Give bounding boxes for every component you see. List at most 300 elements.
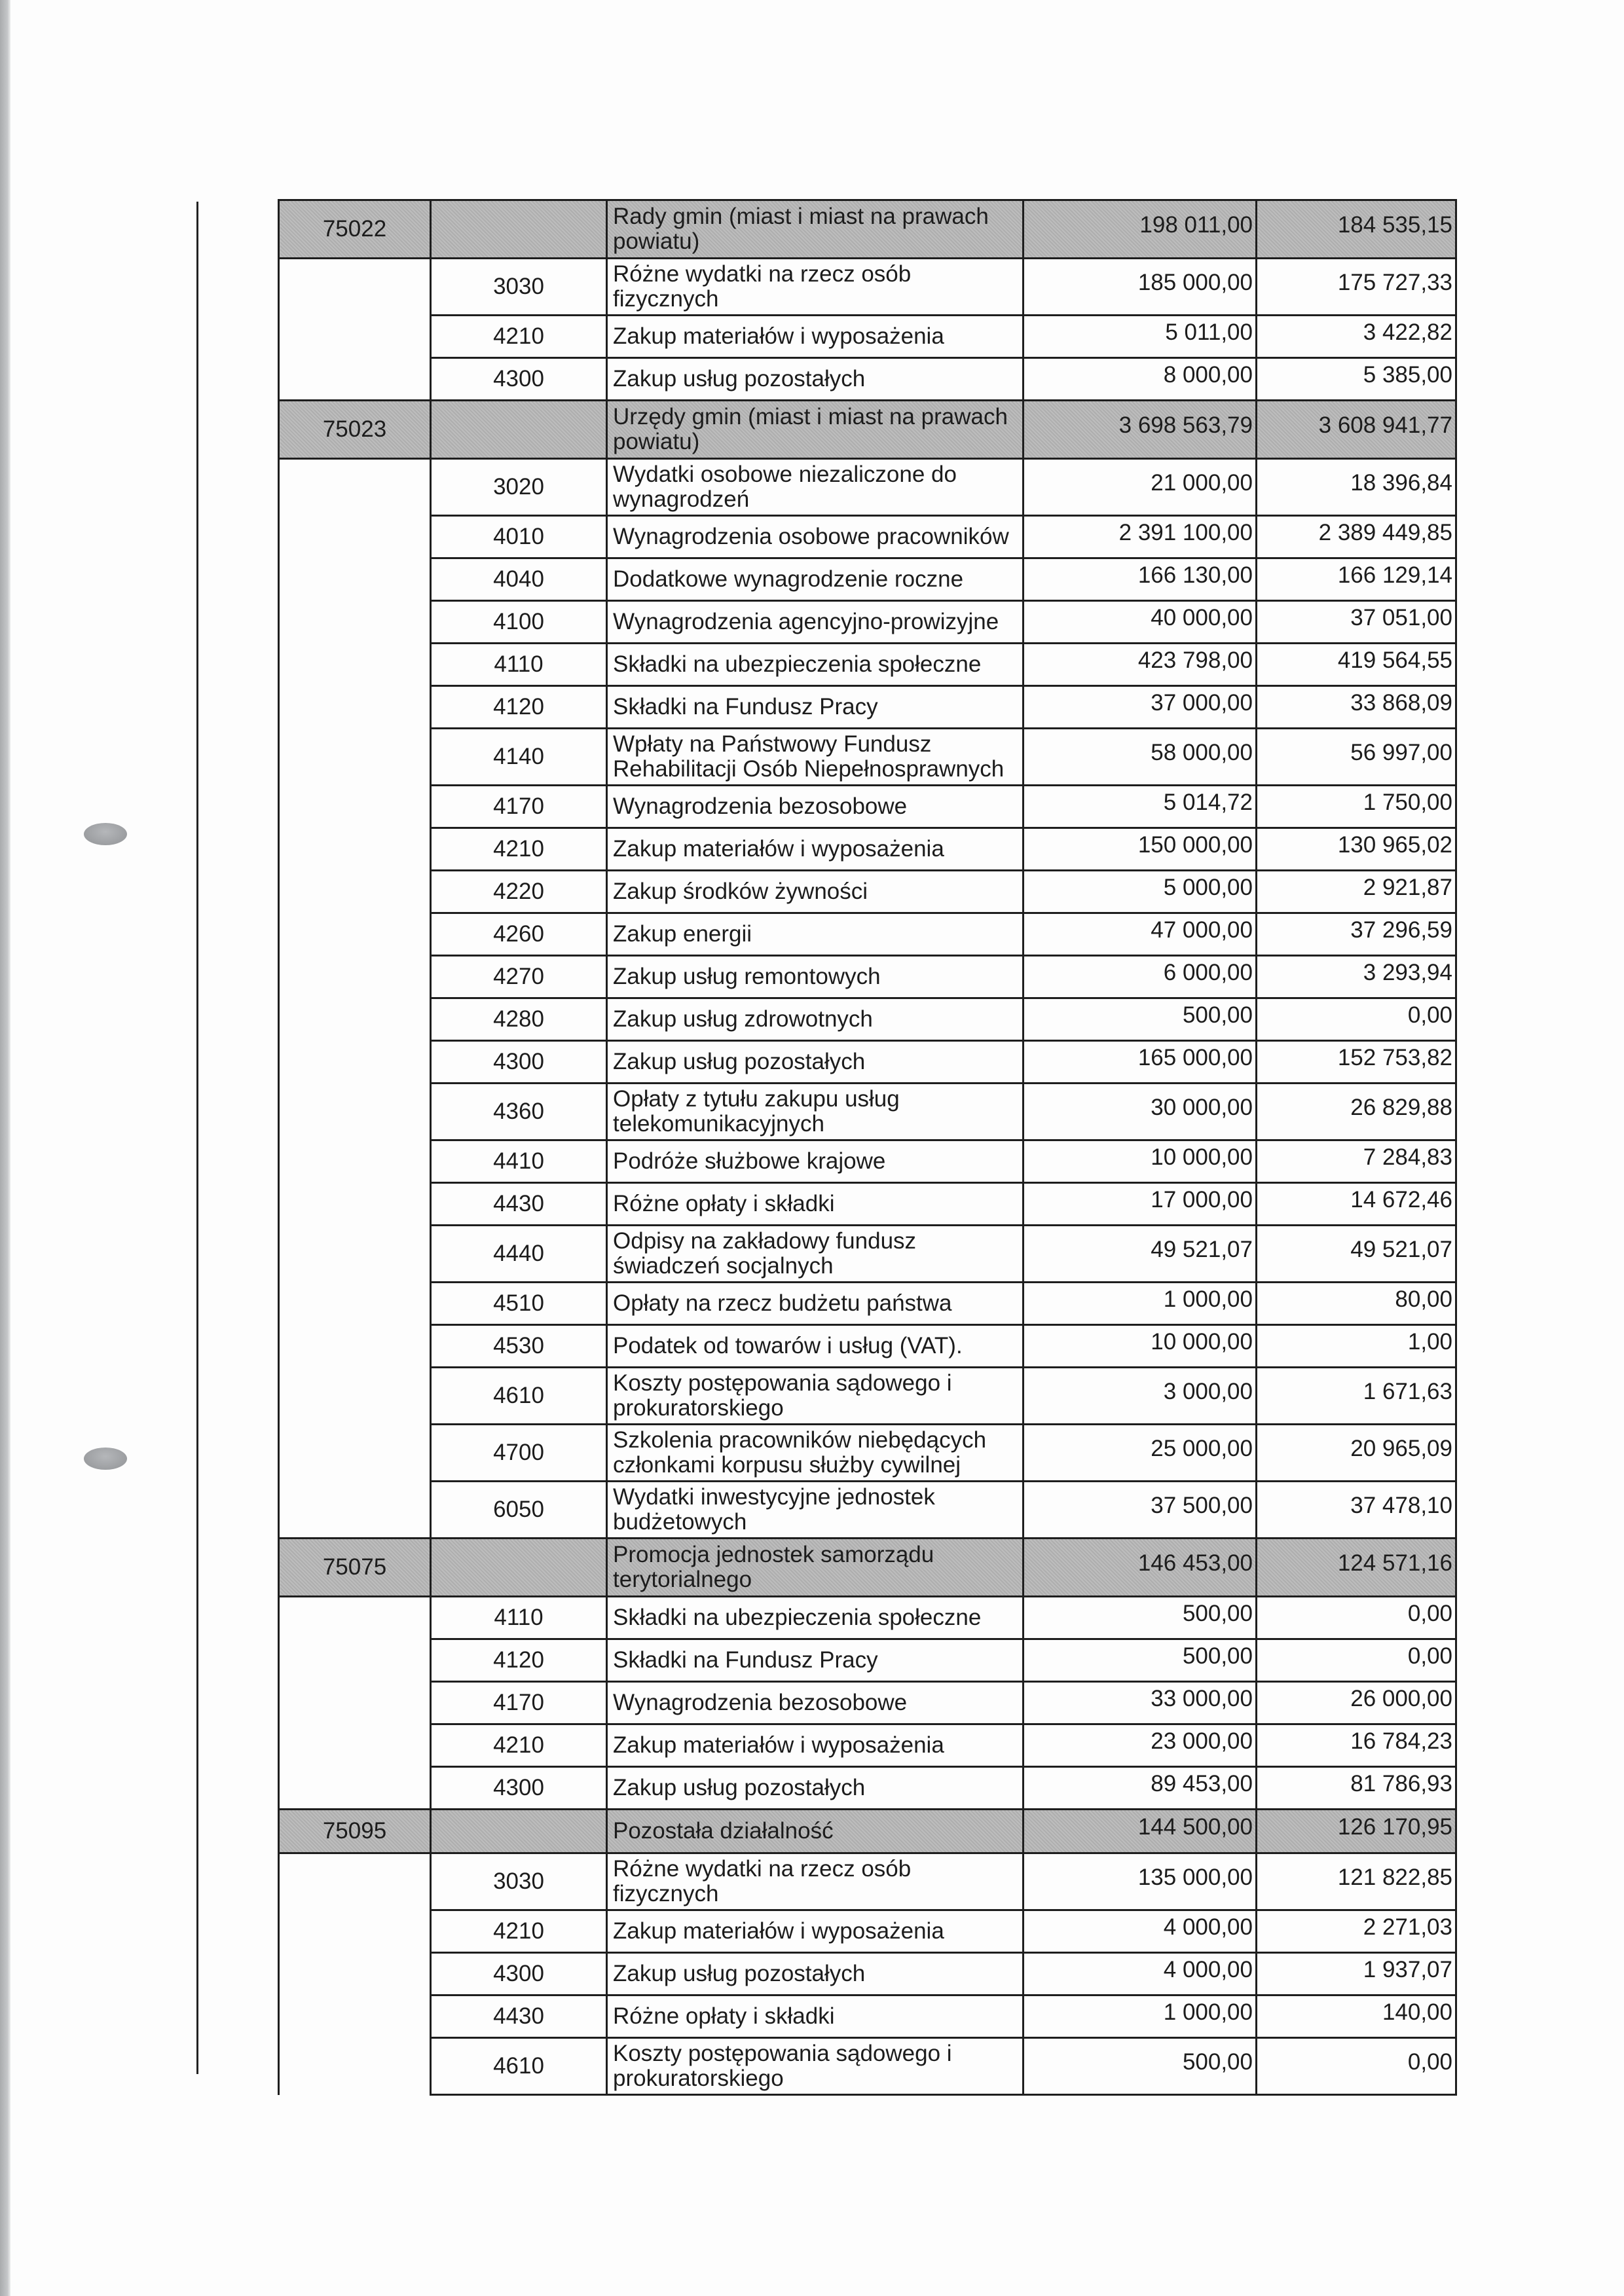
item-plan [1024, 358, 1257, 401]
section-plan-text: 3 698 563,79 [1118, 412, 1253, 438]
table-row [279, 1140, 1456, 1183]
section-plan [1024, 200, 1257, 259]
item-execution-text: 175 727,33 [1337, 270, 1452, 295]
item-description [607, 828, 1024, 871]
section-paragraph-empty [431, 200, 607, 259]
table-row [279, 1597, 1456, 1639]
item-description [607, 459, 1024, 516]
paragraph-code [431, 1041, 607, 1084]
item-plan [1024, 1482, 1257, 1539]
item-plan-text: 33 000,00 [1151, 1686, 1253, 1711]
item-plan [1024, 871, 1257, 913]
paragraph-code [431, 1953, 607, 1995]
item-description-text: Zakup energii [613, 921, 752, 947]
item-execution-text: 0,00 [1407, 1643, 1452, 1669]
section-code [279, 1539, 431, 1597]
item-plan [1024, 1597, 1257, 1639]
section-code-text: 75095 [322, 1818, 387, 1844]
table-row [279, 316, 1456, 358]
item-description-text: Zakup materiałów i wyposażenia [613, 323, 944, 349]
item-description-text: Zakup materiałów i wyposażenia [613, 836, 944, 862]
section-name [607, 401, 1024, 459]
item-plan [1024, 1283, 1257, 1325]
table-row [279, 1853, 1456, 1910]
item-plan [1024, 1140, 1257, 1183]
paragraph-code [431, 1767, 607, 1810]
item-plan [1024, 1639, 1257, 1682]
section-name-text: Pozostała działalność [613, 1818, 834, 1844]
section-name-text: Urzędy gmin (miast i miast na prawach powiatu) [613, 404, 1008, 454]
item-description [607, 1368, 1024, 1425]
item-execution-text: 2 271,03 [1363, 1914, 1452, 1940]
section-plan [1024, 1539, 1257, 1597]
item-description-text: Składki na Fundusz Pracy [613, 694, 878, 720]
item-description [607, 1183, 1024, 1226]
item-plan [1024, 1682, 1257, 1724]
item-execution [1257, 1910, 1456, 1953]
paragraph-code [431, 358, 607, 401]
paragraph-code-text: 4210 [493, 1918, 544, 1944]
paragraph-code [431, 1910, 607, 1953]
table-row [279, 1910, 1456, 1953]
item-execution [1257, 1183, 1456, 1226]
item-description-text: Składki na Fundusz Pracy [613, 1647, 878, 1673]
item-plan-text: 423 798,00 [1137, 647, 1253, 673]
item-description-text: Dodatkowe wynagrodzenie roczne [613, 566, 964, 592]
item-plan [1024, 1226, 1257, 1283]
paragraph-code-text: 6050 [493, 1497, 544, 1522]
item-plan-text: 23 000,00 [1151, 1728, 1253, 1754]
item-description [607, 1425, 1024, 1482]
paragraph-code [431, 601, 607, 644]
item-execution [1257, 686, 1456, 729]
item-plan [1024, 686, 1257, 729]
scan-edge-shadow [0, 0, 10, 2296]
item-plan-text: 500,00 [1182, 1643, 1253, 1669]
section-code-text: 75075 [322, 1554, 387, 1580]
item-description [607, 516, 1024, 558]
item-execution [1257, 1482, 1456, 1539]
item-plan [1024, 786, 1257, 828]
section-code [279, 1810, 431, 1853]
table-row [279, 644, 1456, 686]
punch-hole-top [84, 823, 127, 845]
item-execution-text: 1 750,00 [1363, 790, 1452, 815]
item-plan-text: 4 000,00 [1163, 1957, 1253, 1982]
item-description-text: Zakup środków żywności [613, 879, 868, 904]
paragraph-code [431, 998, 607, 1041]
item-plan [1024, 956, 1257, 998]
section-blank-cell [279, 1597, 431, 1810]
section-execution [1257, 1539, 1456, 1597]
section-execution [1257, 401, 1456, 459]
item-execution [1257, 644, 1456, 686]
item-execution [1257, 1597, 1456, 1639]
table-row [279, 1482, 1456, 1539]
paragraph-code-text: 4120 [493, 694, 544, 720]
item-description-text: Różne wydatki na rzecz osób fizycznych [613, 261, 912, 312]
item-description-text: Wynagrodzenia bezosobowe [613, 1690, 908, 1715]
table-row [279, 259, 1456, 316]
item-execution-text: 33 868,09 [1350, 690, 1452, 716]
section-execution-text: 3 608 941,77 [1318, 412, 1452, 438]
table-row [279, 1953, 1456, 1995]
table-row [279, 558, 1456, 601]
item-description [607, 1767, 1024, 1810]
item-plan [1024, 1425, 1257, 1482]
item-description-text: Zakup usług zdrowotnych [613, 1006, 873, 1032]
item-plan [1024, 1767, 1257, 1810]
item-execution [1257, 786, 1456, 828]
item-description-text: Wynagrodzenia agencyjno-prowizyjne [613, 609, 999, 634]
paragraph-code-text: 4210 [493, 323, 544, 349]
paragraph-code [431, 1597, 607, 1639]
item-description [607, 2038, 1024, 2095]
paragraph-code-text: 4430 [493, 1191, 544, 1216]
item-description [607, 998, 1024, 1041]
section-plan [1024, 1810, 1257, 1853]
item-plan-text: 17 000,00 [1151, 1187, 1253, 1212]
table-row [279, 1183, 1456, 1226]
item-execution [1257, 1682, 1456, 1724]
paragraph-code-text: 4110 [494, 651, 544, 677]
paragraph-code-text: 4040 [493, 566, 544, 592]
item-execution-text: 1 671,63 [1363, 1379, 1452, 1404]
section-name-text: Rady gmin (miast i miast na prawach powiatu) [613, 204, 989, 254]
item-plan-text: 8 000,00 [1163, 362, 1253, 388]
item-execution [1257, 998, 1456, 1041]
item-execution [1257, 1140, 1456, 1183]
paragraph-code-text: 4170 [493, 793, 544, 819]
item-description [607, 644, 1024, 686]
paragraph-code [431, 828, 607, 871]
paragraph-code-text: 4110 [494, 1605, 544, 1630]
paragraph-code-text: 4430 [493, 2003, 544, 2029]
table-row [279, 1682, 1456, 1724]
item-plan-text: 25 000,00 [1151, 1436, 1253, 1461]
item-description [607, 1682, 1024, 1724]
item-execution-text: 419 564,55 [1337, 647, 1452, 673]
item-description [607, 871, 1024, 913]
table-row [279, 2038, 1456, 2095]
item-description-text: Składki na ubezpieczenia społeczne [613, 651, 982, 677]
section-code-text: 75022 [322, 216, 387, 242]
section-plan-text: 198 011,00 [1139, 212, 1253, 238]
item-description-text: Wynagrodzenia osobowe pracowników [613, 524, 1009, 549]
table-row [279, 358, 1456, 401]
item-description [607, 1482, 1024, 1539]
item-execution-text: 26 000,00 [1350, 1686, 1452, 1711]
paragraph-code [431, 316, 607, 358]
item-plan-text: 37 000,00 [1151, 690, 1253, 716]
paragraph-code-text: 4270 [493, 964, 544, 989]
item-execution [1257, 1853, 1456, 1910]
paragraph-code-text: 4220 [493, 879, 544, 904]
paragraph-code-text: 4280 [493, 1006, 544, 1032]
item-plan [1024, 644, 1257, 686]
item-plan [1024, 1368, 1257, 1425]
item-description [607, 358, 1024, 401]
item-plan-text: 10 000,00 [1151, 1144, 1253, 1170]
paragraph-code [431, 913, 607, 956]
paragraph-code [431, 1140, 607, 1183]
item-execution [1257, 1995, 1456, 2038]
item-execution [1257, 1226, 1456, 1283]
item-plan [1024, 1183, 1257, 1226]
table-row [279, 729, 1456, 786]
item-plan-text: 500,00 [1182, 2049, 1253, 2075]
item-execution-text: 56 997,00 [1350, 740, 1452, 765]
item-plan [1024, 1910, 1257, 1953]
item-plan [1024, 1041, 1257, 1084]
item-execution [1257, 1084, 1456, 1140]
paragraph-code [431, 1084, 607, 1140]
item-description [607, 1995, 1024, 2038]
table-row [279, 828, 1456, 871]
item-description-text: Różne opłaty i składki [613, 1191, 835, 1216]
paragraph-code [431, 1853, 607, 1910]
paragraph-code-text: 4610 [493, 2053, 544, 2079]
item-description [607, 1853, 1024, 1910]
paragraph-code [431, 2038, 607, 2095]
table-row [279, 516, 1456, 558]
binding-margin-line [196, 202, 198, 2074]
item-description-text: Zakup materiałów i wyposażenia [613, 1732, 944, 1758]
paragraph-code-text: 4210 [493, 1732, 544, 1758]
item-execution [1257, 1368, 1456, 1425]
table-row [279, 1325, 1456, 1368]
paragraph-code-text: 4120 [493, 1647, 544, 1673]
item-execution-text: 49 521,07 [1350, 1237, 1452, 1262]
item-plan-text: 2 391 100,00 [1118, 520, 1253, 545]
item-description-text: Zakup usług pozostałych [613, 366, 866, 392]
item-execution-text: 3 293,94 [1363, 960, 1452, 985]
item-description-text: Zakup usług pozostałych [613, 1961, 866, 1986]
item-plan-text: 30 000,00 [1151, 1095, 1253, 1120]
item-execution-text: 1 937,07 [1363, 1957, 1452, 1982]
table-row [279, 786, 1456, 828]
item-plan-text: 500,00 [1182, 1601, 1253, 1626]
section-name [607, 1539, 1024, 1597]
paragraph-code-text: 4610 [493, 1383, 544, 1408]
table-row [279, 871, 1456, 913]
item-description [607, 558, 1024, 601]
item-execution-text: 81 786,93 [1350, 1771, 1452, 1796]
item-plan [1024, 459, 1257, 516]
item-description-text: Koszty postępowania sądowego i prokuratorskiego [613, 1370, 952, 1421]
item-execution-text: 16 784,23 [1350, 1728, 1452, 1754]
item-description-text: Zakup materiałów i wyposażenia [613, 1918, 944, 1944]
table-row [279, 1425, 1456, 1482]
section-execution-text: 124 571,16 [1337, 1550, 1452, 1576]
item-plan-text: 37 500,00 [1151, 1493, 1253, 1518]
item-execution-text: 37 296,59 [1350, 917, 1452, 943]
item-execution [1257, 1953, 1456, 1995]
item-plan [1024, 516, 1257, 558]
item-description [607, 729, 1024, 786]
item-description-text: Podatek od towarów i usług (VAT). [613, 1333, 963, 1358]
item-execution-text: 37 478,10 [1350, 1493, 1452, 1518]
item-description [607, 1597, 1024, 1639]
paragraph-code [431, 1425, 607, 1482]
item-plan-text: 150 000,00 [1137, 832, 1253, 858]
item-execution-text: 3 422,82 [1363, 319, 1452, 345]
item-description [607, 1953, 1024, 1995]
item-description-text: Zakup usług pozostałych [613, 1775, 866, 1800]
paragraph-code-text: 3020 [493, 474, 544, 500]
item-plan [1024, 2038, 1257, 2095]
table-row [279, 1283, 1456, 1325]
item-plan [1024, 1325, 1257, 1368]
section-row-75022 [279, 200, 1456, 259]
table-row [279, 1724, 1456, 1767]
item-plan [1024, 316, 1257, 358]
paragraph-code [431, 1226, 607, 1283]
punch-hole-bottom [84, 1448, 127, 1470]
item-description-text: Podróże służbowe krajowe [613, 1148, 886, 1174]
item-execution [1257, 459, 1456, 516]
paragraph-code-text: 4700 [493, 1440, 544, 1465]
section-plan [1024, 401, 1257, 459]
item-execution-text: 5 385,00 [1363, 362, 1452, 388]
paragraph-code-text: 4300 [493, 1775, 544, 1800]
item-description [607, 786, 1024, 828]
paragraph-code [431, 1325, 607, 1368]
paragraph-code-text: 4410 [493, 1148, 544, 1174]
paragraph-code-text: 4140 [493, 744, 544, 769]
table-row [279, 998, 1456, 1041]
section-execution [1257, 200, 1456, 259]
section-name [607, 1810, 1024, 1853]
item-description [607, 1084, 1024, 1140]
table-row [279, 1639, 1456, 1682]
paragraph-code-text: 4210 [493, 836, 544, 862]
item-plan-text: 49 521,07 [1151, 1237, 1253, 1262]
item-plan [1024, 1853, 1257, 1910]
item-description-text: Koszty postępowania sądowego i prokuratorskiego [613, 2041, 952, 2091]
item-plan-text: 5 011,00 [1165, 319, 1253, 345]
item-execution [1257, 913, 1456, 956]
item-plan [1024, 1953, 1257, 1995]
item-plan-text: 5 000,00 [1163, 875, 1253, 900]
table-row [279, 601, 1456, 644]
item-plan-text: 21 000,00 [1151, 470, 1253, 496]
item-plan-text: 6 000,00 [1163, 960, 1253, 985]
budget-table-container [278, 199, 1455, 2096]
paragraph-code [431, 1682, 607, 1724]
table-row [279, 1226, 1456, 1283]
item-plan-text: 185 000,00 [1137, 270, 1253, 295]
paragraph-code [431, 786, 607, 828]
paragraph-code-text: 4300 [493, 366, 544, 392]
paragraph-code-text: 4360 [493, 1099, 544, 1124]
item-plan [1024, 729, 1257, 786]
item-description-text: Zakup usług remontowych [613, 964, 881, 989]
paragraph-code [431, 956, 607, 998]
paragraph-code [431, 516, 607, 558]
item-description-text: Opłaty na rzecz budżetu państwa [613, 1290, 952, 1316]
item-description-text: Szkolenia pracowników niebędących członkami korpusu służby cywilnej [613, 1427, 987, 1478]
section-plan-text: 146 453,00 [1137, 1550, 1253, 1576]
paragraph-code-text: 4010 [493, 524, 544, 549]
section-execution [1257, 1810, 1456, 1853]
item-description [607, 316, 1024, 358]
section-blank-cell [279, 1853, 431, 2095]
table-row [279, 1995, 1456, 2038]
item-execution-text: 140,00 [1382, 1999, 1452, 2025]
item-execution [1257, 259, 1456, 316]
table-row [279, 1084, 1456, 1140]
item-execution [1257, 1283, 1456, 1325]
item-execution-text: 37 051,00 [1350, 605, 1452, 630]
item-execution [1257, 828, 1456, 871]
item-execution-text: 130 965,02 [1337, 832, 1452, 858]
table-row [279, 1368, 1456, 1425]
item-plan-text: 4 000,00 [1163, 1914, 1253, 1940]
paragraph-code [431, 558, 607, 601]
item-execution [1257, 516, 1456, 558]
section-execution-text: 126 170,95 [1337, 1814, 1452, 1840]
item-plan [1024, 259, 1257, 316]
paragraph-code-text: 4300 [493, 1961, 544, 1986]
section-row-75075 [279, 1539, 1456, 1597]
item-description-text: Wydatki osobowe niezaliczone do wynagrodzeń [613, 462, 957, 512]
section-code-text: 75023 [322, 416, 387, 442]
item-execution-text: 121 822,85 [1337, 1865, 1452, 1890]
item-execution-text: 152 753,82 [1337, 1045, 1452, 1070]
item-execution [1257, 601, 1456, 644]
section-name [607, 200, 1024, 259]
item-description [607, 1283, 1024, 1325]
item-description-text: Odpisy na zakładowy fundusz świadczeń socjalnych [613, 1228, 917, 1279]
item-plan-text: 166 130,00 [1137, 562, 1253, 588]
item-execution-text: 18 396,84 [1350, 470, 1452, 496]
item-description [607, 1910, 1024, 1953]
item-plan [1024, 998, 1257, 1041]
item-plan-text: 1 000,00 [1163, 1999, 1253, 2025]
item-execution-text: 20 965,09 [1350, 1436, 1452, 1461]
item-description [607, 1226, 1024, 1283]
item-plan-text: 10 000,00 [1151, 1329, 1253, 1355]
item-execution-text: 166 129,14 [1337, 562, 1452, 588]
item-execution [1257, 1425, 1456, 1482]
item-plan-text: 165 000,00 [1137, 1045, 1253, 1070]
item-plan [1024, 558, 1257, 601]
item-execution-text: 14 672,46 [1350, 1187, 1452, 1212]
item-description [607, 913, 1024, 956]
section-blank-cell [279, 259, 431, 401]
paragraph-code-text: 4510 [493, 1290, 544, 1316]
item-execution [1257, 1325, 1456, 1368]
item-execution-text: 80,00 [1395, 1286, 1452, 1312]
item-plan [1024, 601, 1257, 644]
paragraph-code [431, 459, 607, 516]
paragraph-code-text: 3030 [493, 1868, 544, 1894]
section-execution-text: 184 535,15 [1337, 212, 1452, 238]
item-execution-text: 0,00 [1407, 2049, 1452, 2075]
item-execution [1257, 358, 1456, 401]
item-description-text: Wpłaty na Państwowy Fundusz Rehabilitacji Osób Niepełnosprawnych [613, 731, 1005, 782]
item-description-text: Różne opłaty i składki [613, 2003, 835, 2029]
paragraph-code [431, 686, 607, 729]
table-row [279, 1041, 1456, 1084]
budget-expenditure-table [278, 199, 1457, 2096]
item-plan-text: 3 000,00 [1163, 1379, 1253, 1404]
item-execution [1257, 1767, 1456, 1810]
item-plan-text: 47 000,00 [1151, 917, 1253, 943]
item-description [607, 601, 1024, 644]
paragraph-code-text: 3030 [493, 274, 544, 299]
